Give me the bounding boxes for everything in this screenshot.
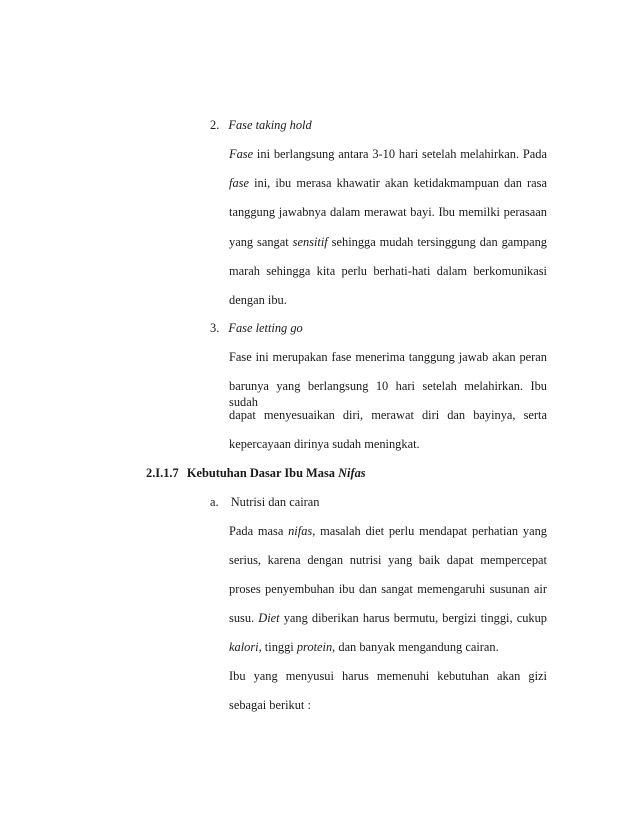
item-2-line: Fase ini berlangsung antara 3-10 hari setelah melahirkan. Pada [229,147,547,161]
section-heading [146,465,366,481]
item-2-line: yang sangat sensitif sehingga mudah tersinggung dan gampang [229,234,548,249]
sub-a-heading [210,494,320,510]
sub-a-title: Nutrisi dan cairan [230,495,320,509]
sub-a-p1-line: kalori, tinggi protein, dan banyak mengandung cairan. [229,640,499,654]
sub-a-label: a. [210,495,219,509]
section-title: Kebutuhan Dasar Ibu Masa [186,466,339,480]
sub-a-p1-line: serius, karena dengan nutrisi yang baik dapat mempercepat [229,553,547,567]
item-2-title: Fase taking hold [228,118,312,132]
item-2-number: 2. [210,118,220,132]
section-title-italic: Nifas [338,466,366,480]
sub-a-p1-line: susu. Diet yang diberikan harus bermutu, bergizi tinggi, cukup [229,611,547,625]
sub-a-p2-line: sebagai berikut : [229,698,311,712]
item-3-line: barunya yang berlangsung 10 hari setelah melahirkan. Ibu sudah [229,379,547,409]
item-2-heading [210,117,312,133]
item-2-line: marah sehingga kita perlu berhati-hati dalam berkomunikasi [229,263,547,278]
item-3-line: dapat menyesuaikan diri, merawat diri dan bayinya, serta [229,408,547,422]
item-3-line: kepercayaan dirinya sudah meningkat. [229,437,420,451]
item-3-number: 3. [210,321,220,335]
sub-a-p1-line: Pada masa nifas, masalah diet perlu mendapat perhatian yang [229,524,547,538]
item-3-title: Fase letting go [228,321,303,335]
item-3-line: Fase ini merupakan fase menerima tanggung jawab akan peran [229,350,547,364]
item-3-heading [210,320,303,336]
item-2-line: tanggung jawabnya dalam merawat bayi. Ibu memilki perasaan [229,205,547,220]
section-number: 2.I.1.7 [146,466,179,480]
item-2-line: fase ini, ibu merasa khawatir akan ketidakmampuan dan rasa [229,176,547,191]
sub-a-p2-line: Ibu yang menyusui harus memenuhi kebutuhan akan gizi [229,669,547,683]
item-2-line: dengan ibu. [229,293,287,307]
sub-a-p1-line: proses penyembuhan ibu dan sangat memengaruhi susunan air [229,582,547,596]
